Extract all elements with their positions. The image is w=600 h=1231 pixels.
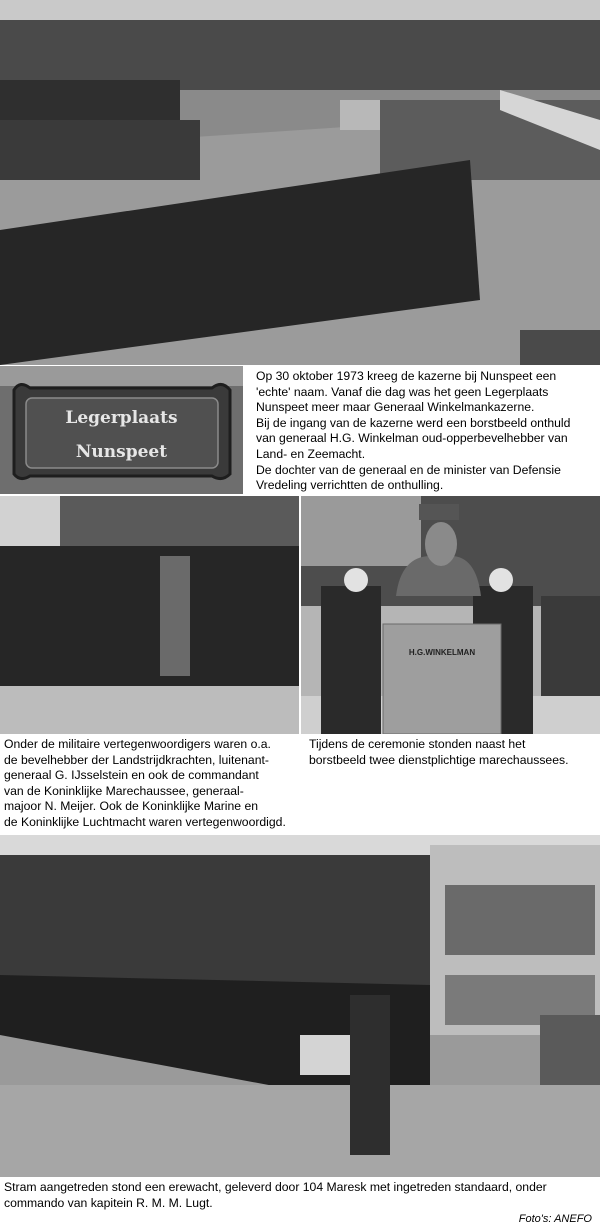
sign-line-2: Nunspeet [75, 442, 168, 462]
photo-parade-ground [0, 0, 600, 365]
caption-honor-guard: Stram aangetreden stond een erewacht, geleverd door 104 Maresk met ingetreden standaard, onder commando van kapitein R. M. M. Lugt. [4, 1180, 547, 1210]
photo-credit: Foto's: ANEFO [518, 1213, 592, 1225]
sign-line-1: Legerplaats [65, 408, 178, 428]
photo-legerplaats-sign [0, 366, 243, 494]
photo-officials [0, 496, 299, 734]
plaque-text: H.G.WINKELMAN [408, 648, 476, 657]
caption-bust: Tijdens de ceremonie stonden naast het borstbeeld twee dienstplichtige marechaussees. [309, 737, 569, 767]
caption-intro: Op 30 oktober 1973 kreeg de kazerne bij Nunspeet een 'echte' naam. Vanaf die dag was het geen Legerplaats Nunspeet meer maar Generaal Winkelmankazerne. Bij de ingang van de kazerne werd een borstbeeld onthuld van generaal H.G. Winkelman oud-opperbevelhebber van Land- en Zeemacht. De dochter van de generaal en de minister van Defensie Vredeling verrichtten de onthulling. [256, 369, 571, 493]
caption-officials: Onder de militaire vertegenwoordigers waren o.a. de bevelhebber der Landstrijdkrachten, luitenant- generaal G. IJsselstein en ook de commandant van de Koninklijke Marechaussee, generaal- majoor N. Meijer. Ook de Koninklijke Marine en de Koninklijke Luchtmacht waren vertegenwoordigd. [4, 737, 286, 829]
photo-honor-guard [0, 835, 600, 1177]
photo-winkelman-bust [301, 496, 600, 734]
